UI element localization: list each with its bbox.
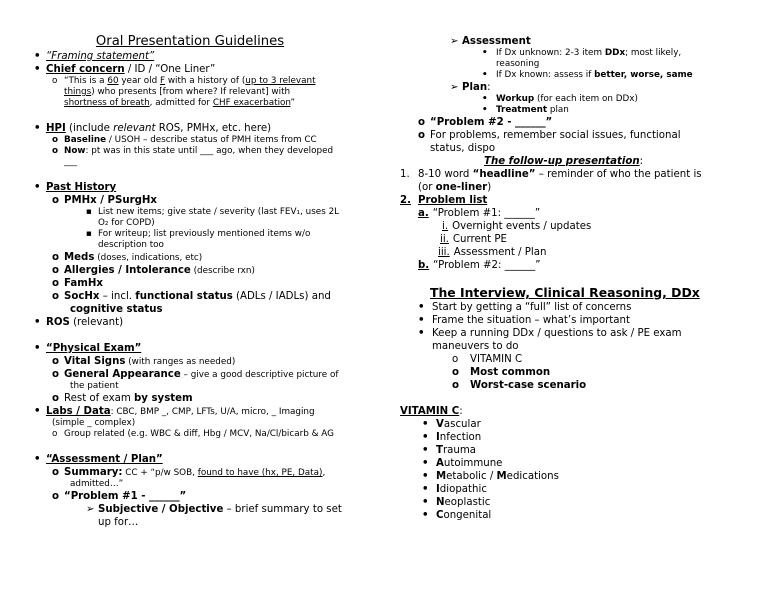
cc-age: 60 bbox=[107, 76, 119, 86]
cc-text: “This is a bbox=[64, 76, 108, 86]
assessment-plan-label: “Assessment / Plan” bbox=[46, 454, 163, 465]
ros-label: ROS bbox=[46, 317, 70, 328]
bullet-marker: • bbox=[34, 406, 41, 417]
rest-exam-line bbox=[34, 392, 392, 405]
circle-marker: o bbox=[52, 146, 59, 156]
problem1-line bbox=[34, 490, 392, 503]
bullet-marker: • bbox=[482, 48, 488, 58]
circle-marker: o bbox=[452, 367, 459, 378]
problem-social-line bbox=[400, 129, 756, 142]
hpi-label: HPI bbox=[46, 123, 66, 134]
meds-line bbox=[34, 251, 392, 264]
followup-problem: “Problem #1: ______” bbox=[432, 208, 541, 219]
problem-social-text: For problems, remember social issues, functional bbox=[430, 130, 681, 141]
general-cont: the patient bbox=[70, 381, 119, 391]
vitamin-item bbox=[400, 470, 756, 483]
subjective-label: Subjective / Objective bbox=[98, 504, 224, 515]
arrow-marker: ➢ bbox=[450, 82, 459, 93]
vitamin-word: diopathic bbox=[439, 484, 487, 495]
circle-marker: o bbox=[52, 252, 59, 263]
allergies-line bbox=[34, 264, 392, 277]
meds-label: Meds bbox=[64, 252, 95, 263]
cc-symptom: shortness of breath bbox=[64, 98, 150, 108]
assessment-item-text: If Dx unknown: 2-3 item bbox=[496, 48, 605, 58]
followup-b-line bbox=[400, 259, 756, 272]
hpi-item-label: Baseline bbox=[64, 135, 107, 145]
left-column bbox=[34, 33, 392, 529]
vitamin-word: ongenital bbox=[443, 510, 492, 521]
assessment-item-text: ; most likely, bbox=[625, 48, 682, 58]
vitamin-colon: : bbox=[459, 406, 463, 417]
followup-title-line bbox=[400, 155, 756, 168]
hpi-text: ROS, PMHx, etc. here) bbox=[155, 123, 272, 134]
sochx-cont: cognitive status bbox=[70, 304, 163, 315]
vitals-label: Vital Signs bbox=[64, 356, 126, 367]
vitamin-word: edications bbox=[506, 471, 559, 482]
framing-text: “Framing statement” bbox=[46, 51, 155, 62]
vitamin-item bbox=[400, 509, 756, 522]
vitamin-letter: M bbox=[496, 471, 507, 482]
sochx-label: SocHx bbox=[64, 291, 100, 302]
rest-exam-text: Rest of exam bbox=[64, 393, 135, 404]
circle-marker: o bbox=[418, 130, 425, 141]
followup-text: – reminder of who the patient is bbox=[535, 169, 702, 180]
vitamin-item bbox=[400, 431, 756, 444]
bullet-marker: • bbox=[422, 458, 429, 469]
list-roman: ii. bbox=[440, 234, 449, 245]
physical-exam-label: “Physical Exam” bbox=[46, 343, 142, 354]
labs-item-text: Group related (e.g. WBC & diff, Hbg / MCV, Na/Cl/bicarb & AG bbox=[64, 429, 334, 439]
vitamin-word: etabolic / bbox=[446, 471, 497, 482]
circle-marker: o bbox=[452, 380, 459, 391]
past-history-line bbox=[34, 181, 392, 194]
cc-text: year old bbox=[118, 76, 160, 86]
followup-text: (or bbox=[418, 182, 436, 193]
followup-headline-line bbox=[400, 168, 756, 181]
labs-label: Labs / Data bbox=[46, 406, 111, 417]
hpi-text: (include bbox=[65, 123, 114, 134]
followup-sub-item bbox=[400, 246, 756, 259]
sochx-line bbox=[34, 290, 392, 303]
pmhx-item-text: For writeup; list previously mentioned items w/o bbox=[98, 229, 311, 239]
problem2-line bbox=[400, 116, 756, 129]
plan-line: ➢ Plan: bbox=[450, 82, 491, 93]
vitamin-letter: C bbox=[436, 510, 444, 521]
vitamin-letter: I bbox=[436, 484, 440, 495]
cc-quote bbox=[34, 76, 392, 109]
summary-underlined: found to have (hx, PE, Data) bbox=[197, 468, 323, 478]
assessment-item-text: If Dx known: assess if bbox=[496, 70, 595, 80]
problem-list-label: Problem list bbox=[418, 195, 488, 206]
vitamin-letter: M bbox=[436, 471, 447, 482]
pmhx-item bbox=[34, 207, 392, 229]
cc-sex: F bbox=[159, 76, 166, 86]
problem2-label: “Problem #2 - ______” bbox=[430, 117, 553, 128]
bullet-marker: • bbox=[422, 510, 429, 521]
allergies-text: (describe rxn) bbox=[190, 266, 255, 276]
vitals-text: (with ranges as needed) bbox=[125, 357, 236, 367]
assessment-plan-line bbox=[34, 453, 392, 466]
plan-item-label: Treatment bbox=[496, 105, 548, 115]
assessment-item-bold: DDx bbox=[604, 48, 626, 58]
rest-exam-bold: by system bbox=[134, 393, 193, 404]
bullet-marker: • bbox=[418, 328, 425, 339]
assessment-item bbox=[400, 70, 756, 81]
pmhx-item-text: List new items; give state / severity (last FEV₁, uses 2L bbox=[98, 207, 340, 217]
plan-item bbox=[400, 94, 756, 105]
interview-item bbox=[400, 327, 756, 340]
vitamin-word: rauma bbox=[442, 445, 477, 456]
circle-marker: o bbox=[52, 195, 59, 206]
interview-item bbox=[400, 314, 756, 327]
cc-text: ” bbox=[290, 98, 296, 108]
interview-title: The Interview, Clinical Reasoning, DDx bbox=[430, 285, 700, 300]
chief-concern-label: Chief concern bbox=[46, 64, 125, 75]
vitamin-letter: I bbox=[436, 432, 440, 443]
vitamin-title: VITAMIN C bbox=[400, 406, 460, 417]
followup-colon: : bbox=[639, 156, 644, 167]
followup-text: ) bbox=[487, 182, 492, 193]
followup-sub-item bbox=[400, 233, 756, 246]
circle-marker: o bbox=[452, 354, 459, 365]
subjective-line bbox=[34, 503, 392, 516]
followup-sub-text: Overnight events / updates bbox=[452, 221, 592, 232]
arrow-marker: ➢ bbox=[450, 36, 459, 47]
plan-label: Plan bbox=[462, 82, 488, 93]
interview-item-text: Keep a running DDx / questions to ask / PE exam bbox=[432, 328, 682, 339]
list-letter: a. bbox=[418, 208, 429, 219]
bullet-marker: • bbox=[422, 471, 429, 482]
circle-marker: o bbox=[52, 491, 59, 502]
vitals-line bbox=[34, 355, 392, 368]
pmhx-item-text: description too bbox=[98, 240, 164, 250]
hpi-item-text: / USOH – describe status of PMH items from CC bbox=[106, 135, 317, 145]
framing-line bbox=[34, 50, 392, 63]
labs-line bbox=[34, 405, 392, 418]
hpi-item-text: : pt was in this state until ___ ago, when they developed bbox=[85, 146, 334, 156]
bullet-marker: • bbox=[422, 497, 429, 508]
hpi-item bbox=[34, 146, 392, 157]
circle-marker: o bbox=[52, 369, 59, 380]
list-number: 1. bbox=[400, 169, 410, 180]
summary-line bbox=[34, 466, 392, 479]
interview-sub-item bbox=[400, 353, 756, 366]
pmhx-item-text: O₂ for COPD) bbox=[98, 218, 155, 228]
sochx-functional: functional status bbox=[135, 291, 233, 302]
interview-item-text: Frame the situation – what’s important bbox=[432, 315, 630, 326]
bullet-marker: • bbox=[418, 315, 425, 326]
allergies-label: Allergies / Intolerance bbox=[64, 265, 191, 276]
vitamin-letter: A bbox=[436, 458, 444, 469]
arrow-marker: ➢ bbox=[86, 504, 95, 515]
interview-item-cont: maneuvers to do bbox=[432, 341, 519, 352]
sochx-text: (ADLs / IADLs) and bbox=[232, 291, 331, 302]
followup-text: 8-10 word bbox=[418, 169, 473, 180]
circle-marker: o bbox=[52, 393, 59, 404]
bullet-marker: • bbox=[418, 302, 425, 313]
plan-item-label: Workup bbox=[496, 94, 535, 104]
circle-marker: o bbox=[52, 278, 59, 289]
subjective-cont: up for… bbox=[98, 517, 139, 528]
bullet-marker: • bbox=[34, 343, 41, 354]
interview-item-text: Start by getting a “full” list of concerns bbox=[432, 302, 632, 313]
list-roman: i. bbox=[442, 221, 449, 232]
circle-marker: o bbox=[52, 291, 59, 302]
vitamin-item bbox=[400, 418, 756, 431]
interview-sub-item bbox=[400, 379, 756, 392]
summary-text: CC + “p/w SOB, bbox=[122, 468, 198, 478]
labs-text: : CBC, BMP _, CMP, LFTs, U/A, micro, _ Imaging bbox=[110, 407, 315, 417]
assessment-label: Assessment bbox=[462, 36, 531, 47]
vitamin-letter: T bbox=[436, 445, 443, 456]
followup-title: The follow-up presentation bbox=[484, 156, 640, 167]
physical-exam-line bbox=[34, 342, 392, 355]
vitamin-letter: N bbox=[436, 497, 445, 508]
plan-item-text: plan bbox=[547, 105, 569, 115]
followup-headline: “headline” bbox=[472, 169, 536, 180]
vitamin-word: eoplastic bbox=[444, 497, 491, 508]
chief-concern-line bbox=[34, 63, 392, 76]
chief-concern-rest: / ID / “One Liner” bbox=[124, 64, 216, 75]
bullet-marker: • bbox=[34, 182, 41, 193]
pmhx-label: PMHx / PSurgHx bbox=[64, 195, 157, 206]
vitamin-word: utoimmune bbox=[443, 458, 503, 469]
bullet-marker: • bbox=[34, 454, 41, 465]
bullet-marker: • bbox=[482, 94, 488, 104]
general-text: – give a good descriptive picture of bbox=[180, 370, 339, 380]
circle-marker: o bbox=[52, 76, 58, 86]
ros-text: (relevant) bbox=[69, 317, 124, 328]
bullet-marker: • bbox=[34, 64, 41, 75]
sochx-text: – incl. bbox=[99, 291, 136, 302]
interview-sub-text: VITAMIN C bbox=[470, 354, 523, 365]
summary-label: Summary: bbox=[64, 467, 123, 478]
followup-a-line bbox=[400, 207, 756, 220]
hpi-tail: ___ bbox=[64, 157, 78, 167]
labs-cont: (simple _ complex) bbox=[52, 418, 136, 428]
pmhx-line bbox=[34, 194, 392, 207]
circle-marker: o bbox=[52, 356, 59, 367]
ros-line bbox=[34, 316, 392, 329]
hpi-item-label: Now bbox=[64, 146, 86, 156]
hpi-relevant: relevant bbox=[113, 123, 156, 134]
square-marker: ▪ bbox=[86, 207, 92, 217]
assessment-item bbox=[400, 48, 756, 70]
bullet-marker: • bbox=[34, 123, 41, 134]
bullet-marker: • bbox=[422, 484, 429, 495]
vitamin-item bbox=[400, 444, 756, 457]
interview-sub-text: Worst-case scenario bbox=[470, 380, 587, 391]
list-letter: b. bbox=[418, 260, 430, 271]
vitamin-word: ascular bbox=[443, 419, 481, 430]
square-marker: ▪ bbox=[86, 229, 92, 239]
interview-sub-item bbox=[400, 366, 756, 379]
bullet-marker: • bbox=[422, 432, 429, 443]
hpi-line bbox=[34, 122, 392, 135]
meds-text: (doses, indications, etc) bbox=[94, 253, 203, 263]
cc-history: up to 3 relevant bbox=[245, 76, 316, 86]
past-history-label: Past History bbox=[46, 182, 117, 193]
problem-social-cont: status, dispo bbox=[430, 143, 496, 154]
list-number: 2. bbox=[400, 195, 411, 206]
vitamin-word: nfection bbox=[439, 432, 482, 443]
circle-marker: o bbox=[52, 135, 59, 145]
bullet-marker: • bbox=[34, 317, 41, 328]
vitamin-title-line bbox=[400, 405, 756, 418]
vitamin-item bbox=[400, 483, 756, 496]
list-roman: iii. bbox=[438, 247, 450, 258]
circle-marker: o bbox=[418, 117, 425, 128]
followup-sub-text: Assessment / Plan bbox=[453, 247, 547, 258]
circle-marker: o bbox=[52, 265, 59, 276]
plan-item bbox=[400, 105, 756, 116]
circle-marker: o bbox=[52, 467, 59, 478]
followup-headline-cont bbox=[400, 181, 756, 194]
cc-diagnosis: CHF exacerbation bbox=[212, 98, 291, 108]
cc-text: with a history of ( bbox=[165, 76, 246, 86]
followup-sub-item bbox=[400, 220, 756, 233]
labs-item bbox=[34, 429, 392, 440]
interview-item bbox=[400, 301, 756, 314]
cc-text: ) who presents [from where? If relevant] with bbox=[91, 87, 291, 97]
cc-history: things bbox=[64, 87, 92, 97]
bullet-marker: • bbox=[482, 105, 488, 115]
followup-oneliner: one-liner bbox=[435, 182, 488, 193]
famhx-label: FamHx bbox=[64, 278, 103, 289]
assessment-line bbox=[400, 35, 756, 48]
summary-cont: admitted…” bbox=[70, 479, 124, 489]
subjective-text: – brief summary to set bbox=[223, 504, 342, 515]
followup-problem: “Problem #2: ______” bbox=[433, 260, 541, 271]
pmhx-item bbox=[34, 229, 392, 251]
bullet-marker: • bbox=[422, 419, 429, 430]
problem-list-line bbox=[400, 194, 756, 207]
assessment-item-bold: better, worse, same bbox=[594, 70, 693, 80]
general-line bbox=[34, 368, 392, 381]
bullet-marker: • bbox=[422, 445, 429, 456]
problem1-label: “Problem #1 - ______” bbox=[64, 491, 187, 502]
vitamin-letter: V bbox=[436, 419, 444, 430]
cc-text: , admitted for bbox=[149, 98, 213, 108]
general-label: General Appearance bbox=[64, 369, 181, 380]
interview-sub-text: Most common bbox=[470, 367, 551, 378]
followup-sub-text: Current PE bbox=[452, 234, 507, 245]
summary-text: , bbox=[322, 468, 326, 478]
vitamin-item bbox=[400, 457, 756, 470]
hpi-item bbox=[34, 135, 392, 146]
bullet-marker: • bbox=[34, 51, 41, 62]
circle-marker: o bbox=[52, 429, 58, 439]
famhx-line bbox=[34, 277, 392, 290]
assessment-item-cont: reasoning bbox=[496, 59, 540, 69]
plan-item-text: (for each item on DDx) bbox=[534, 94, 638, 104]
right-column bbox=[400, 35, 756, 522]
bullet-marker: • bbox=[482, 70, 488, 80]
vitamin-item bbox=[400, 496, 756, 509]
page-title: Oral Presentation Guidelines bbox=[95, 34, 285, 49]
